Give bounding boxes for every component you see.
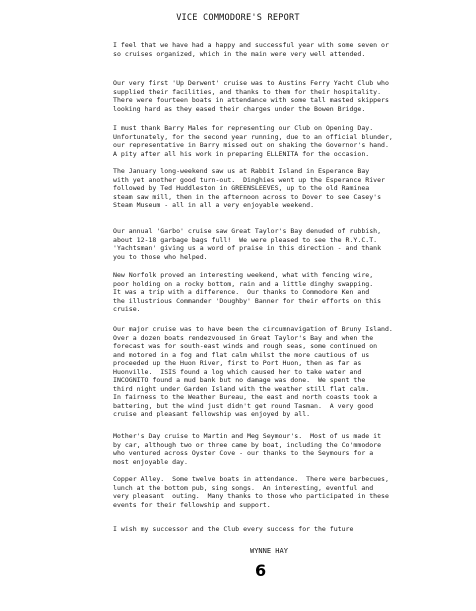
paragraph-line: cruise and pleasant fellowship was enjoyed by all. <box>113 410 311 419</box>
paragraph-line: by car, although two or three came by boat, including the Co'mmodore <box>113 440 382 449</box>
signature: WYNNE HAY <box>250 547 288 555</box>
paragraph-line: looking hard as they eased their charges under the Bowen Bridge. <box>113 104 366 113</box>
paragraph-line: Our major cruise was to have been the circumnavigation of Bruny Island. <box>113 325 393 333</box>
paragraph-line: steam saw mill, then in the afternoon across to Dover to see Casey's <box>113 192 382 201</box>
paragraph-line: Over a dozen boats rendezvoused in Great Taylor's Bay and when the <box>113 333 374 342</box>
paragraph <box>113 475 438 509</box>
paragraph-line: forecast was for south-east winds and rough seas, some continued on <box>113 342 378 351</box>
paragraph-line: Huonville. ISIS found a log which caused her to take water and <box>113 367 362 376</box>
paragraph-line: There were fourteen boats in attendance with some tall masted skippers <box>113 96 389 105</box>
paragraph <box>113 167 438 210</box>
paragraph <box>113 227 438 261</box>
paragraph-line: INCOGNITO found a mud bank but no damage was done. We spent the <box>113 376 366 385</box>
paragraph-line: so cruises organized, which in the main were very well attended. <box>113 49 366 58</box>
paragraph <box>113 41 438 58</box>
paragraph-line: events for their fellowship and support. <box>113 500 271 509</box>
paragraph-line: about 12-18 garbage bags full! We were pleased to see the R.Y.C.T. <box>113 235 378 244</box>
paragraph-line: followed by Ted Huddleston in GREENSLEEVES, up to the old Raminea <box>113 184 370 193</box>
paragraph-line: battering, but the wind just didn't get round Tasman. A very good <box>113 401 374 410</box>
paragraph-line: Mother's Day cruise to Martin and Meg Seymour's. Most of us made it <box>113 432 382 440</box>
paragraph-line: Unfortunately, for the second year running, due to an official blunder, <box>113 132 393 141</box>
paragraph <box>113 432 438 466</box>
paragraph-line: I wish my successor and the Club every success for the future <box>113 525 354 533</box>
paragraph-line: Copper Alley. Some twelve boats in attendance. There were barbecues, <box>113 475 389 483</box>
paragraph-line: the illustrious Commander 'Doughby' Banner for their efforts on this <box>113 296 382 305</box>
paragraph <box>113 525 438 534</box>
paragraph-line: lunch at the bottom pub, sing songs. An interesting, eventful and <box>113 483 374 492</box>
paragraph-line: I must thank Barry Males for representing our Club on Opening Day. <box>113 124 374 132</box>
paragraph-line: Steam Museum - all in all a very enjoyable weekend. <box>113 201 315 210</box>
paragraph-line: and motored in a fog and flat calm whilst the more cautious of us <box>113 350 370 359</box>
paragraph-line: New Norfolk proved an interesting weekend, what with fencing wire, <box>113 271 374 279</box>
paragraph-line: third night under Garden Island with the weather still flat calm. <box>113 384 370 393</box>
paragraph-line: 'Yachtsman' giving us a word of praise in this direction - and thank <box>113 244 382 253</box>
paragraph-line: The January long-weekend saw us at Rabbit Island in Esperance Bay <box>113 167 370 175</box>
paragraph-line: who ventured across Oyster Cove - our thanks to the Seymours for a <box>113 449 374 458</box>
paragraph-line: with yet another good turn-out. Dinghies went up the Esperance River <box>113 175 385 184</box>
page-title: VICE COMMODORE'S REPORT <box>176 13 300 23</box>
paragraph-line: supplied their facilities, and thanks to them for their hospitality. <box>113 87 382 96</box>
page-number: 6 <box>255 561 267 580</box>
paragraph-line: Our annual 'Garbo' cruise saw Great Taylor's Bay denuded of rubbish, <box>113 227 382 235</box>
paragraph-line: our representative in Barry missed out on shaking the Governor's hand. <box>113 141 389 150</box>
paragraph <box>113 124 438 158</box>
paragraph-line: I feel that we have had a happy and successful year with some seven or <box>113 41 389 49</box>
paragraph-line: It was a trip with a difference. Our thanks to Commodore Ken and <box>113 288 370 297</box>
paragraph <box>113 271 438 314</box>
paragraph-line: cruise. <box>113 305 141 314</box>
paragraph <box>113 325 438 419</box>
paragraph-line: very pleasant outing. Many thanks to those who participated in these <box>113 492 389 501</box>
paragraph-line: most enjoyable day. <box>113 457 188 466</box>
paragraph-line: proceeded up the Huon River, first to Port Huon, then as far as <box>113 359 362 368</box>
paragraph-line: In fairness to the Weather Bureau, the east and north coasts took a <box>113 393 378 402</box>
paragraph <box>113 79 438 113</box>
paragraph-line: poor holding on a rocky bottom, rain and a little dinghy swapping. <box>113 279 374 288</box>
paragraph-line: you to those who helped. <box>113 252 208 261</box>
paragraph-line: Our very first 'Up Derwent' cruise was to Austins Ferry Yacht Club who <box>113 79 389 87</box>
paragraph-line: A pity after all his work in preparing ELLENITA for the occasion. <box>113 149 370 158</box>
